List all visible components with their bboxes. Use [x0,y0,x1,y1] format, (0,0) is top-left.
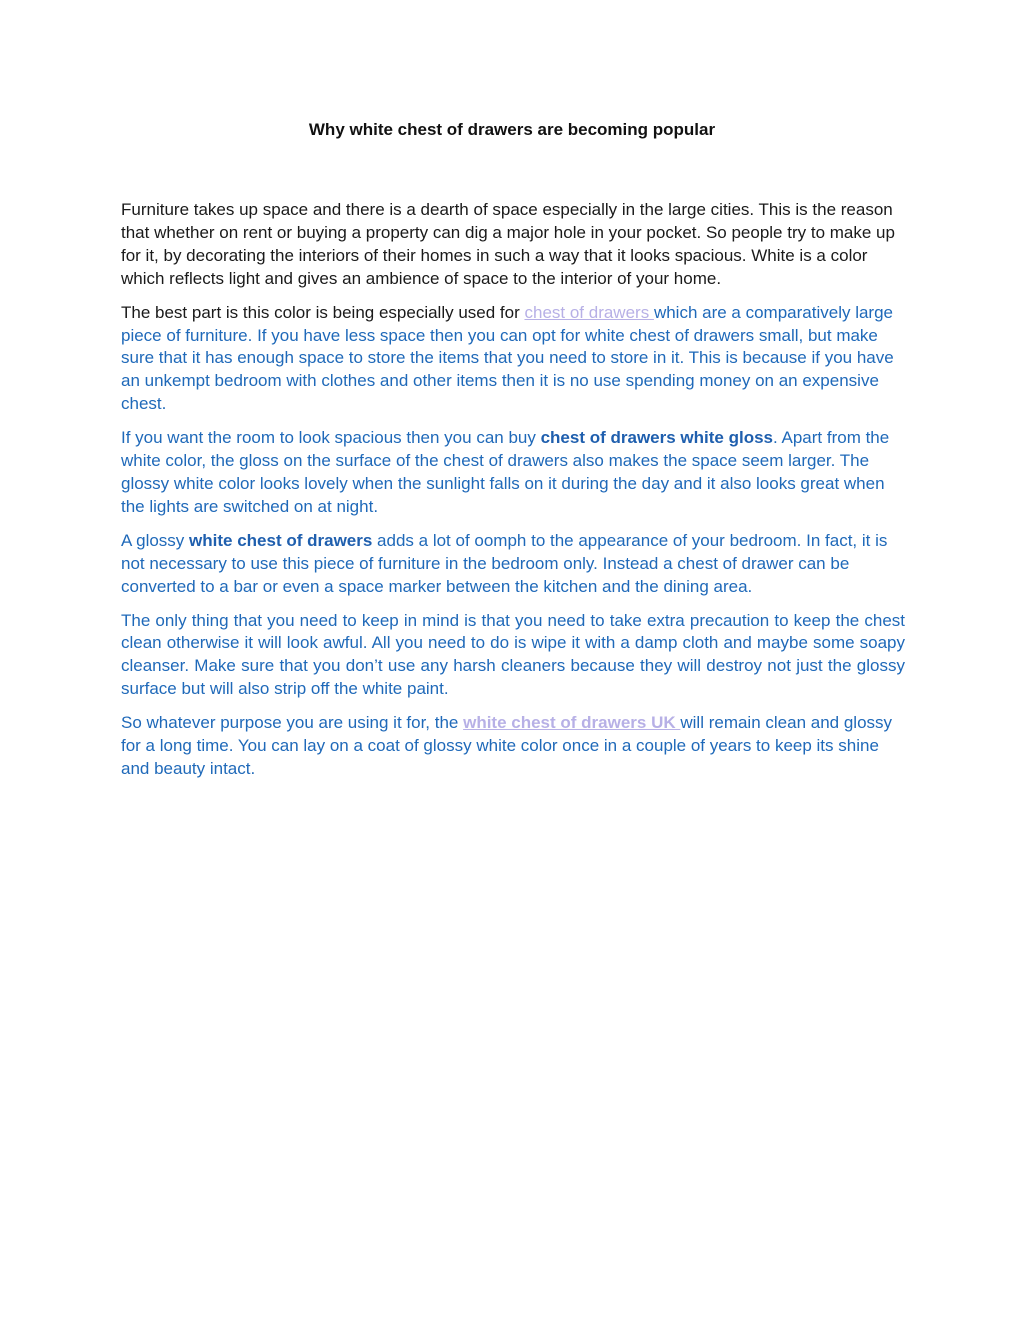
paragraph-spacious-lead: If you want the room to look spacious then you can buy [121,428,541,448]
white-chest-of-drawers-uk-link[interactable]: white chest of drawers UK [463,713,681,733]
paragraph-glossy-rest: adds a lot of oomph to the appearance of your bedroom. In fact, it is not necessary to use this piece of furniture in the bedroom only. Instead a chest of drawer can be converted to a bar or even a space marker between the kitchen and the dining area. [121,530,888,596]
paragraph-conclusion-rest: will remain clean and glossy for a long time. You can lay on a coat of glossy white color once in a couple of years to keep its shine and beauty intact. [121,713,893,778]
document-body [121,199,905,792]
paragraph-best-part [121,302,905,417]
paragraph-intro: Furniture takes up space and there is a dearth of space especially in the large cities. This is the reason that whether on rent or buying a property can dig a major hole in your pocket. So people try to make up for it, by decorating the interiors of their homes in such a way that it looks spacious. White is a color which reflects light and gives an ambience of space to the interior of your home. [121,200,895,288]
paragraph-best-part-rest: which are a comparatively large piece of furniture. If you have less space then you can opt for white chest of drawers small, but make sure that it has enough space to store the items that you need to store in it. This is because if you have an unkempt bedroom with clothes and other items then it is no use spending money on an expensive chest. [121,302,894,414]
paragraph-conclusion-lead: So whatever purpose you are using it for, the [121,713,464,733]
chest-of-drawers-link[interactable]: chest of drawers [524,302,654,322]
paragraph-spacious-rest: . Apart from the white color, the gloss on the surface of the chest of drawers also makes the space seem larger. The glossy white color looks lovely when the sunlight falls on it during the day and it also looks great when the lights are switched on at night. [121,428,890,516]
keyword-white-chest: white chest of drawers [189,530,373,550]
paragraph-conclusion [121,712,905,781]
paragraph-cleaning: The only thing that you need to keep in mind is that you need to take extra precaution to keep the chest clean otherwise it will look awful. All you need to do is wipe it with a damp cloth and maybe some soapy cleanser. Make sure that you don’t use any harsh cleaners because they will destroy not just the glossy surface but will also strip off the white paint. [121,610,905,699]
paragraph-glossy-lead: A glossy [121,530,190,550]
paragraph-best-part-lead: The best part is this color is being especially used for [121,302,525,322]
keyword-white-gloss: chest of drawers white gloss [540,428,773,448]
paragraph-glossy [121,530,905,599]
paragraph-spacious [121,427,905,519]
document-title: Why white chest of drawers are becoming popular [308,120,716,139]
